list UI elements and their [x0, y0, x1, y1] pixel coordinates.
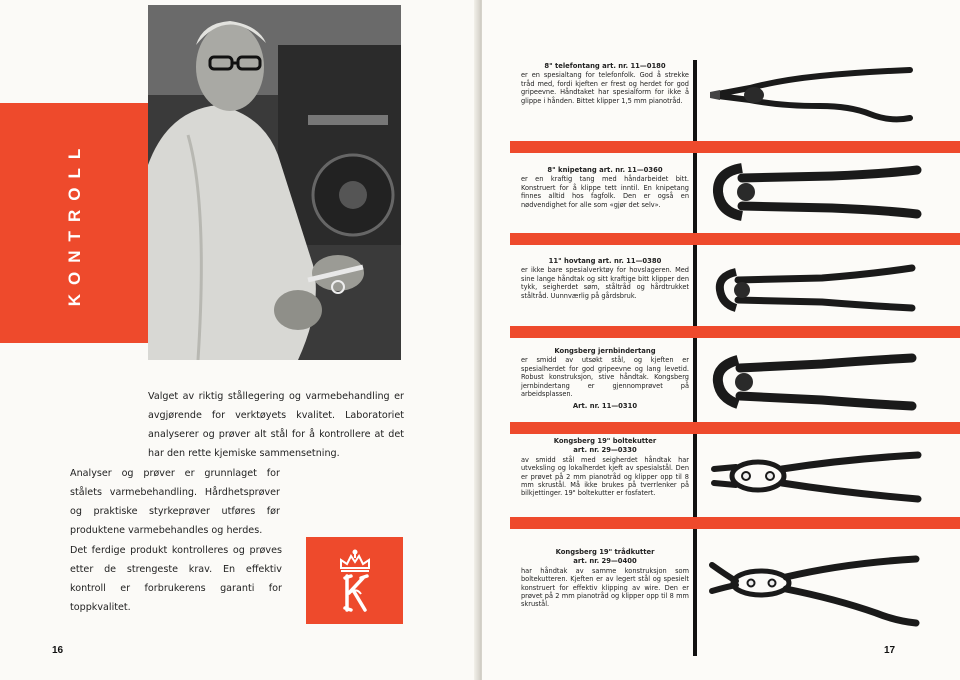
section-title — [0, 103, 150, 343]
product-title: 8" knipetang art. nr. 11—0360 — [547, 166, 663, 174]
product-description: har håndtak av samme konstruksjon som boltekutteren. Kjeften er av legert stål og spesielt konstruert for effektiv klipping av wire. Den er prøvet på 2 mm pianotråd og klipper opp til 8 mm skrustål. — [521, 566, 689, 609]
telefontang-pliers-icon — [710, 62, 920, 127]
inspector-photo-illustration — [148, 5, 401, 360]
red-divider-1 — [510, 141, 960, 153]
product-title: Kongsberg jernbindertang — [554, 347, 656, 355]
product-telefontang — [521, 62, 689, 105]
boltekutter-cutter-icon — [706, 445, 926, 505]
control-paragraph: Det ferdige produkt kontrolleres og prøves etter de strengeste krav. En effektiv kontroll er forbrukerens garanti for toppkvalitet. — [70, 545, 282, 613]
product-description: er smidd av utsøkt stål, og kjeften er spesialherdet for god gripeevne og lang levetid. Robust konstruksjon, stive håndtak. Kongsberg jernbindertang er gjennomprøvet på arbeidsplassen. — [521, 356, 689, 399]
product-tradkutter — [521, 548, 689, 609]
product-jernbindertang — [521, 347, 689, 411]
red-divider-2 — [510, 233, 960, 245]
product-description: er ikke bare spesialverktøy for hovslageren. Med sine lange håndtak og sitt kraftige bitt klipper den tykk, seigherdet søm, ståltråd og hårdtrukket ståltråd. Uunnværlig på gårdsbruk. — [521, 266, 689, 300]
intro-paragraph: Valget av riktig stållegering og varmebehandling er avgjørende for verktøyets kvalitet. Laboratoriet analyserer og prøver alt stål for å kontrollere at det har den rette kjemiske sammensetning. — [148, 391, 404, 459]
section-title-text: KONTROLL — [65, 139, 84, 307]
product-description: er en kraftig tang med håndarbeidet bitt. Konstruert for å klippe tett inntil. En knipetang finnes alltid hos fagfolk. Den er også en nødvendighet for alle som «gjør det selv». — [521, 175, 689, 209]
product-knipetang — [521, 166, 689, 209]
product-art-number: art. nr. 29—0400 — [573, 557, 637, 566]
product-art-number: Art. nr. 11—0310 — [572, 402, 638, 411]
product-title: 11" hovtang art. nr. 11—0380 — [548, 257, 662, 265]
red-divider-3 — [510, 326, 960, 338]
analysis-paragraph: Analyser og prøver er grunnlaget for stålets varmebehandling. Hårdhetsprøver og praktiske styrkeprøver utføres før produktene varmebehandles og herdes. — [70, 468, 280, 536]
page-number-left: 16 — [52, 645, 64, 656]
knipetang-pincers-icon — [712, 160, 922, 225]
product-description: av smidd stål med seigherdet håndtak har utveksling og lokalherdet kjeft av spesialstål. Den er prøvet på 2 mm pianotråd og klipper opp til 8 mm skrustål. Må ikke brukes på tverrlenker på bilkjettinger. 19" boltekutter er fosfatert. — [521, 455, 689, 498]
page-number-right: 17 — [884, 645, 896, 656]
tradkutter-wire-cutter-icon — [706, 545, 926, 630]
inspector-photo — [148, 5, 401, 360]
red-divider-5 — [510, 517, 960, 529]
red-divider-4 — [510, 422, 960, 434]
product-description: er en spesialtang for telefonfolk. God å strekke tråd med, fordi kjeften er frest og herdet for god gripeevne. Håndtaket har spesialform for ikke å glippe i hånden. Bittet klipper 1,5 mm pianotråd. — [521, 71, 689, 105]
jernbindertang-pincers-icon — [712, 352, 922, 412]
product-title: Kongsberg 19" trådkutter — [555, 548, 655, 556]
kongsberg-logo — [306, 537, 403, 624]
product-art-number: art. nr. 29—0330 — [573, 446, 637, 455]
product-boltekutter — [521, 437, 689, 498]
crown-k-emblem — [335, 548, 375, 614]
hovtang-nippers-icon — [712, 262, 922, 317]
product-title: 8" telefontang art. nr. 11—0180 — [544, 62, 666, 70]
left-page — [0, 0, 478, 680]
product-title: Kongsberg 19" boltekutter — [553, 437, 657, 445]
product-hovtang — [521, 257, 689, 300]
